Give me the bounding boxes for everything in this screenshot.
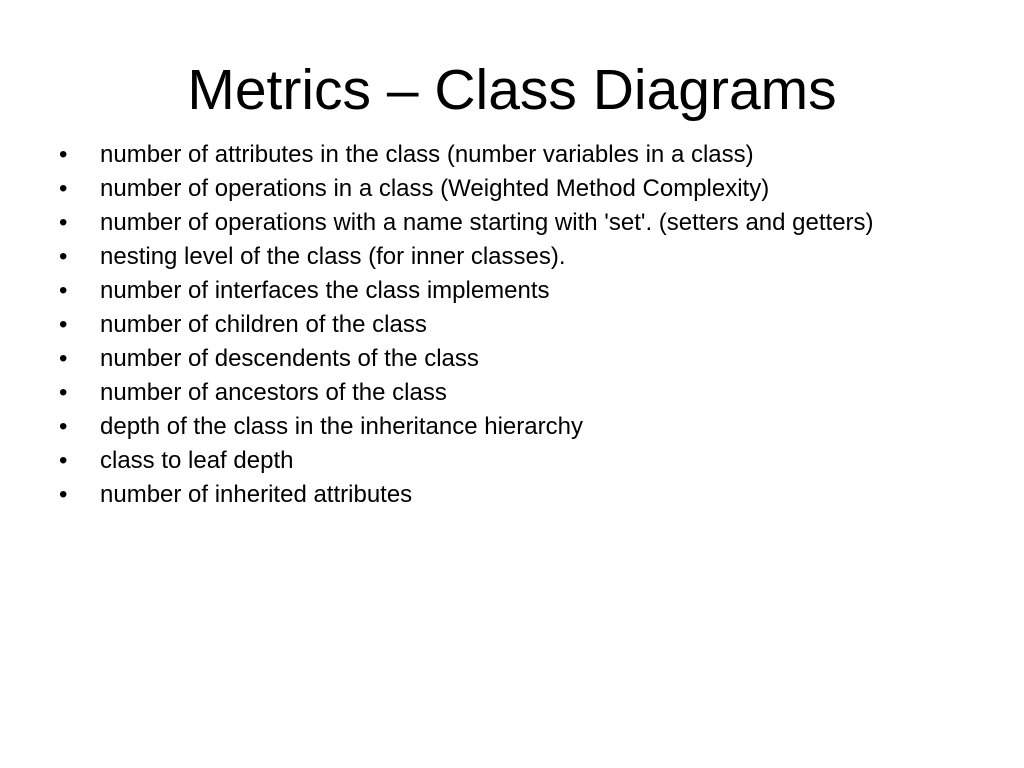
bullet-marker: •	[59, 413, 68, 440]
bullet-marker: •	[59, 175, 68, 202]
bullet-text: number of attributes in the class (number variables in a class)	[100, 141, 754, 168]
bullet-text: number of ancestors of the class	[100, 379, 447, 406]
bullet-marker: •	[59, 379, 68, 406]
list-item	[0, 138, 960, 172]
bullet-marker: •	[59, 481, 68, 508]
bullet-marker: •	[59, 311, 68, 338]
bullet-marker: •	[59, 243, 68, 270]
bullet-marker: •	[59, 345, 68, 372]
list-item	[0, 206, 960, 240]
bullet-text: number of inherited attributes	[100, 481, 413, 508]
bullet-text: nesting level of the class (for inner classes).	[100, 243, 566, 270]
list-item	[0, 342, 960, 376]
bullet-text: number of interfaces the class implements	[100, 277, 550, 304]
bullet-marker: •	[59, 209, 68, 236]
bullet-text: depth of the class in the inheritance hierarchy	[100, 413, 583, 440]
list-item	[0, 172, 960, 206]
list-item	[0, 376, 960, 410]
bullet-text: number of operations with a name starting with 'set'. (setters and getters)	[100, 209, 874, 236]
bullet-text: number of descendents of the class	[100, 345, 479, 372]
bullet-marker: •	[59, 277, 68, 304]
bullet-text: number of operations in a class (Weighted Method Complexity)	[100, 175, 770, 202]
list-item	[0, 444, 960, 478]
list-item	[0, 410, 960, 444]
list-item	[0, 274, 960, 308]
bullet-text: number of children of the class	[100, 311, 427, 338]
bullet-marker: •	[59, 447, 68, 474]
bullet-list	[0, 138, 1024, 512]
list-item	[0, 478, 960, 512]
bullet-marker: •	[59, 141, 68, 168]
slide-title: Metrics – Class Diagrams	[187, 58, 837, 122]
list-item	[0, 240, 960, 274]
bullet-text: class to leaf depth	[100, 447, 294, 474]
list-item	[0, 308, 960, 342]
